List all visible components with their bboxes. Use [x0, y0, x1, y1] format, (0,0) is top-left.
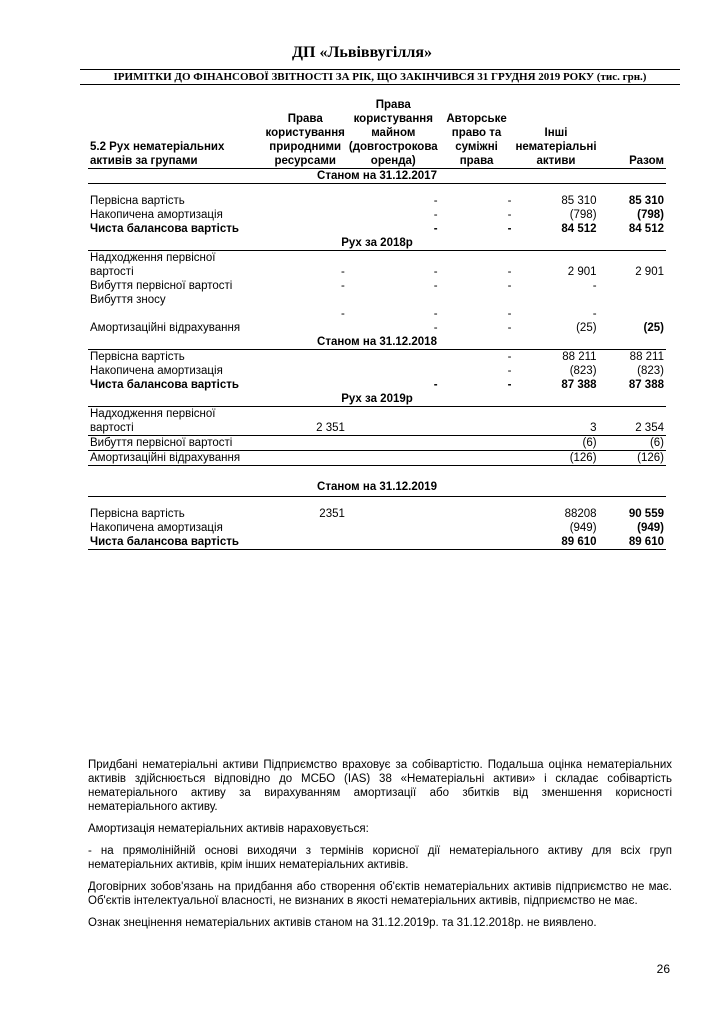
table-row: Чиста балансова вартість - - 87 388 87 388 [90, 379, 664, 391]
table-row: Амортизаційні відрахування (126) (126) [90, 452, 664, 464]
company-title: ДП «Львіввугілля» [292, 44, 432, 61]
note-paragraph: Придбані нематеріальні активи Підприємство враховує за собівартістю. Подальша оцінка нематеріальних активів здійснюється відповідно до МСБО (IAS) 38 «Нематеріальні активи» і складає собівартість нематеріального активу за вирахуванням амортизації або збитків від зменшення корисності нематеріального активу. [88, 759, 672, 813]
header-copyright: Авторське право та суміжні права [440, 98, 514, 169]
table-row: Вибуття первісної вартості (6) (6) [90, 437, 664, 449]
table-row: Первісна вартість - - 85 310 85 310 [90, 195, 664, 207]
notes-subtitle: ІРИМІТКИ ДО ФІНАНСОВОЇ ЗВІТНОСТІ ЗА РІК, ЩО ЗАКІНЧИВСЯ 31 ГРУДНЯ 2019 РОКУ (тис. грн.) [80, 69, 680, 85]
table-row: Накопичена амортизація - (823) (823) [90, 365, 664, 377]
header-other-intangibles: Інші нематеріальні активи [513, 98, 598, 169]
table-row: Накопичена амортизація - - (798) (798) [90, 209, 664, 221]
header-natural-resources: Права користування природними ресурсами [264, 98, 347, 169]
table-row: Вибуття первісної вартості - - - - [90, 280, 597, 292]
table-row: Надходження первісної вартості 2 351 3 2 354 [90, 408, 664, 434]
table-row: Накопичена амортизація (949) (949) [90, 522, 664, 534]
header-group: 5.2 Рух нематеріальних активів за групами [88, 98, 264, 169]
note-paragraph: Договірних зобов'язань на придбання або створення об'єктів нематеріальних активів підприємство не має. Об'єктів інтелектуальної власності, не визнаних в якості нематеріальних активів, підприємство не має. [88, 881, 672, 907]
section-row: Рух за 2019р [88, 392, 666, 407]
table-row: Чиста балансова вартість 89 610 89 610 [90, 536, 664, 548]
section-row: Станом на 31.12.2018 [88, 335, 666, 350]
intangible-assets-table [88, 98, 666, 550]
table-row: Чиста балансова вартість - - 84 512 84 512 [90, 223, 664, 235]
table-row: Амортизаційні відрахування - - (25) (25) [90, 322, 664, 334]
table-row: Первісна вартість 2351 88208 90 559 [90, 508, 664, 520]
section-row: Рух за 2018р [88, 236, 666, 251]
table-header-row [88, 98, 666, 169]
header-property-lease: Права користування майном (довгострокова оренда) [348, 99, 438, 167]
table-row: Надходження первісної вартості - - - 2 901 2 901 [90, 252, 664, 278]
page-number: 26 [656, 962, 670, 976]
notes-text [88, 758, 672, 938]
note-paragraph: Ознак знецінення нематеріальних активів станом на 31.12.2019р. та 31.12.2018р. не виявлено. [88, 917, 597, 929]
table-row: Вибуття зносу - - - - [90, 294, 597, 320]
section-row: Станом на 31.12.2017 [88, 169, 666, 184]
header-total: Разом [599, 98, 666, 169]
note-paragraph: Амортизація нематеріальних активів нараховується: [88, 823, 369, 835]
table-row: Первісна вартість - 88 211 88 211 [90, 351, 664, 363]
note-paragraph: - на прямолінійній основі виходячи з термінів корисної дії нематеріального активу для всіх груп нематеріальних активів, крім інших нематеріальних активів. [88, 845, 672, 871]
section-row: Станом на 31.12.2019 [88, 466, 666, 497]
